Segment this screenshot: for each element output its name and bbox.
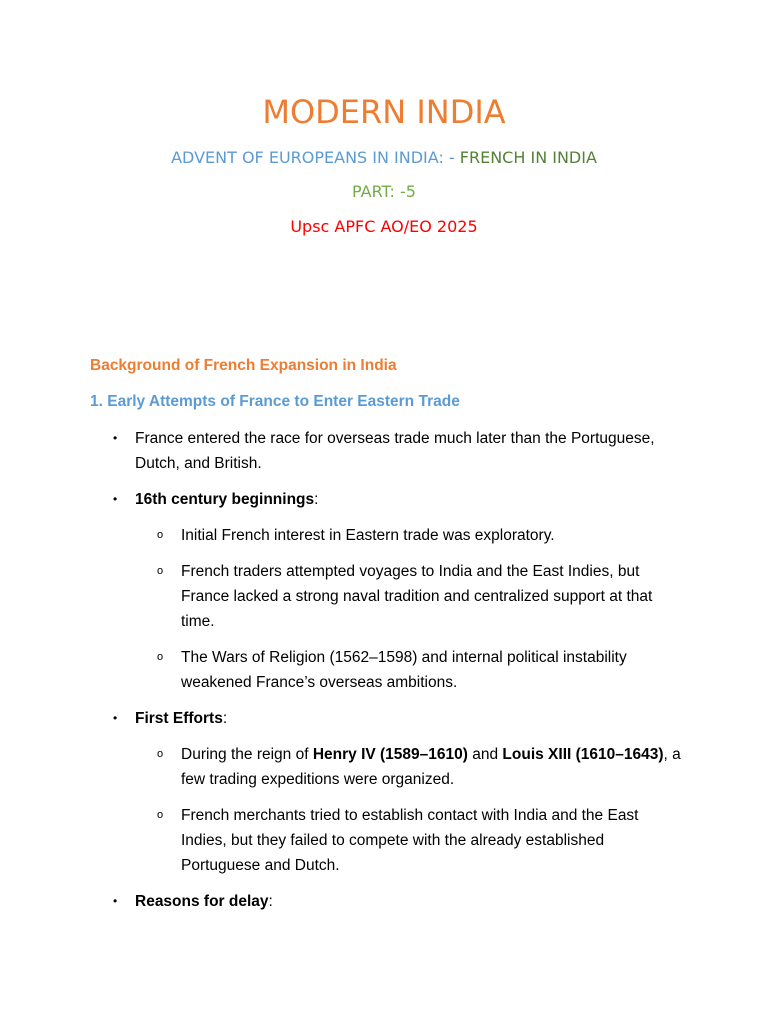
- bullet-label: Reasons for delay: [135, 893, 269, 910]
- bullet-item-16th-century: [135, 487, 695, 512]
- emphasis-louis-xiii: Louis XIII (1610–1643): [502, 746, 664, 763]
- bullet-label: First Efforts: [135, 710, 223, 727]
- subtitle-accent: FRENCH IN INDIA: [459, 148, 597, 167]
- bullet-colon: :: [268, 893, 273, 910]
- sub-item-henry-louis: [181, 742, 681, 792]
- emphasis-henry-iv: Henry IV (1589–1610): [312, 746, 468, 763]
- text-run: , a few trading expeditions were organized.: [181, 746, 681, 788]
- text-run: and: [467, 746, 503, 763]
- sub-bullet-marker: o: [157, 565, 164, 577]
- bullet-colon: :: [222, 710, 228, 727]
- sub-bullet-marker: o: [157, 529, 164, 541]
- sub-bullet-marker: o: [157, 809, 164, 821]
- bullet-marker: •: [113, 431, 118, 445]
- bullet-marker: •: [113, 492, 118, 506]
- section-heading: Background of French Expansion in India: [90, 357, 397, 374]
- section-subheading: 1. Early Attempts of France to Enter Eastern Trade: [90, 393, 460, 410]
- sub-item-merchants: French merchants tried to establish contact with India and the East Indies, but they failed to compete with the already established Portuguese and Dutch.: [181, 807, 639, 874]
- text-run: During the reign of: [181, 746, 313, 763]
- bullet-marker: •: [113, 711, 118, 725]
- document-subtitle: [0, 148, 768, 168]
- document-title: MODERN INDIA: [262, 93, 506, 131]
- exam-label: Upsc APFC AO/EO 2025: [290, 217, 478, 236]
- sub-item-voyages: French traders attempted voyages to India and the East Indies, but France lacked a strong naval tradition and centralized support at that time.: [181, 563, 653, 630]
- bullet-item-reasons-for-delay: [135, 889, 695, 914]
- bullet-item-first-efforts: [135, 706, 695, 731]
- bullet-marker: •: [113, 894, 118, 908]
- sub-item-wars-of-religion: The Wars of Religion (1562–1598) and internal political instability weakened France’s overseas ambitions.: [181, 649, 627, 691]
- part-label: PART: -5: [352, 182, 416, 201]
- sub-item-exploratory: Initial French interest in Eastern trade was exploratory.: [181, 527, 555, 544]
- sub-bullet-marker: o: [157, 651, 164, 663]
- bullet-colon: :: [314, 491, 319, 508]
- bullet-label: 16th century beginnings: [135, 491, 315, 508]
- bullet-item-late-entry: France entered the race for overseas trade much later than the Portuguese, Dutch, and British.: [135, 430, 655, 472]
- sub-bullet-marker: o: [157, 748, 164, 760]
- subtitle-main: ADVENT OF EUROPEANS IN INDIA: -: [171, 148, 460, 167]
